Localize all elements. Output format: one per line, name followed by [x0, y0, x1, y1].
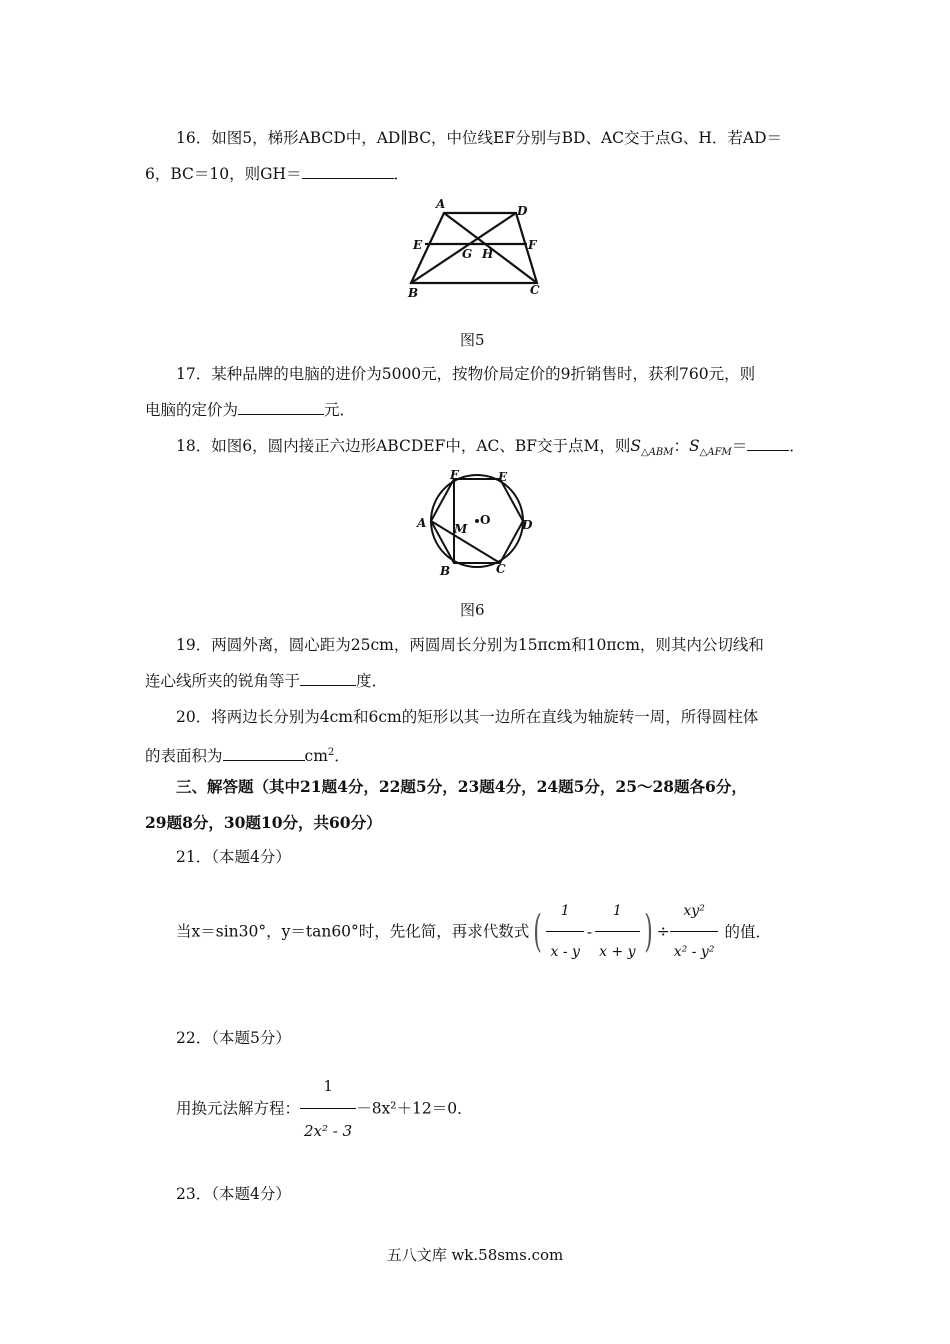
q18-s2: S — [689, 437, 700, 455]
q17-line2 — [145, 399, 355, 421]
fig6-label-c: C — [496, 562, 506, 576]
q22-pre: 用换元法解方程： — [176, 1099, 301, 1118]
q19-line2-post: 度． — [356, 672, 388, 690]
q18-eq: ＝ — [731, 437, 748, 455]
figure-6-hexagon — [410, 465, 540, 580]
q20-line2 — [145, 742, 350, 767]
q18-colon: ： — [673, 437, 690, 455]
q17-line2-post: 元． — [324, 401, 356, 419]
q16-line2-post: ． — [393, 165, 410, 183]
q22-f-num: 1 — [300, 1066, 356, 1109]
q20-line1: 20．将两边长分别为4cm和6cm的矩形以其一边所在直线为轴旋转一周，所得圆柱体 — [176, 708, 759, 726]
q21-body — [176, 893, 771, 970]
q21-f3-num: xy² — [670, 893, 719, 932]
q21-post: 的值． — [724, 922, 771, 941]
fig6-label-f: F — [450, 468, 459, 482]
q18-pre: 18．如图6，圆内接正六边形ABCDEF中，AC、BF交于点M，则 — [176, 437, 631, 455]
q22-body — [176, 1066, 473, 1151]
q21-fraction-2 — [595, 893, 639, 970]
q22-head: 22．（本题5分） — [176, 1029, 291, 1047]
fig5-label-d: D — [517, 204, 528, 218]
section3-heading-line1: 三、解答题（其中21题4分，22题5分，23题4分，24题5分，25～28题各6分， — [176, 777, 747, 796]
q18-line — [176, 435, 805, 464]
q20-line2-post: ． — [334, 747, 350, 766]
q22-f-den: 2x² - 3 — [304, 1122, 353, 1140]
q21-right-paren: ) — [643, 905, 653, 957]
q18-s1: S — [630, 437, 642, 455]
fig6-label-a: A — [417, 516, 427, 530]
q21-f3-den: x² - y² — [673, 944, 715, 960]
q21-head: 21．（本题4分） — [176, 848, 291, 866]
fig5-label-e: E — [413, 238, 423, 252]
q23-head: 23．（本题4分） — [176, 1185, 291, 1203]
q16-answer-blank — [302, 163, 394, 179]
figure-5-caption: 图5 — [460, 331, 485, 349]
q18-answer-blank — [747, 435, 789, 451]
q16-line1: 16．如图5，梯形ABCD中，AD∥BC，中位线EF分别与BD、AC交于点G、H．若AD＝ — [176, 129, 783, 147]
q19-line2-pre: 连心线所夹的锐角等于 — [145, 672, 301, 690]
q19-answer-blank — [300, 670, 356, 686]
q20-line2-pre: 的表面积为 — [145, 747, 223, 766]
q17-line2-pre: 电脑的定价为 — [145, 401, 239, 419]
q21-left-paren: ( — [533, 905, 543, 957]
fig5-label-h: H — [482, 247, 494, 261]
q21-fraction-3 — [670, 893, 719, 970]
q22-post: －8x²＋12＝0． — [356, 1099, 473, 1118]
q16-line2-pre: 6，BC＝10，则GH＝ — [145, 165, 302, 183]
fig5-label-f: F — [528, 238, 537, 252]
fig6-label-m: M — [454, 522, 468, 536]
fig6-label-b: B — [440, 564, 451, 578]
q17-line1: 17．某种品牌的电脑的进价为5000元，按物价局定价的9折销售时，获利760元，则 — [176, 365, 756, 383]
footer-watermark: 五八文库 wk.58sms.com — [386, 1246, 564, 1264]
fig6-label-e: E — [498, 470, 508, 484]
q21-div: ÷ — [656, 922, 670, 941]
q19-line1: 19．两圆外离，圆心距为25cm，两圆周长分别为15πcm和10πcm，则其内公切线和 — [176, 636, 764, 654]
q20-answer-blank — [223, 745, 305, 761]
fig5-label-a: A — [436, 197, 446, 211]
q19-line2 — [145, 670, 387, 692]
fig5-label-b: B — [408, 286, 419, 300]
figure-6-caption: 图6 — [460, 601, 485, 619]
q18-post: ． — [789, 437, 805, 455]
fig5-label-c: C — [530, 283, 540, 297]
q21-f1-num: 1 — [546, 893, 583, 932]
section3-heading-line2: 29题8分，30题10分，共60分） — [145, 813, 382, 832]
fig6-label-o: O — [480, 513, 491, 527]
q16-line2 — [145, 163, 409, 185]
q21-minus: - — [586, 922, 593, 941]
q18-s2-sub: △AFM — [699, 447, 732, 459]
q21-pre: 当x＝sin30°，y＝tan60°时，先化简，再求代数式 — [176, 922, 530, 941]
q17-answer-blank — [238, 399, 324, 415]
fig6-label-d: D — [522, 518, 533, 532]
fig5-label-g: G — [462, 247, 473, 261]
q22-fraction — [300, 1066, 356, 1151]
q18-s1-sub: △ABM — [641, 447, 674, 459]
q21-fraction-1 — [546, 893, 583, 970]
q21-f2-den: x + y — [599, 944, 636, 960]
figure-5-trapezoid — [380, 195, 580, 305]
q20-unit-sup: 2 — [327, 747, 335, 758]
q21-f2-num: 1 — [595, 893, 639, 932]
q20-unit: cm — [304, 747, 328, 766]
q21-f1-den: x - y — [550, 944, 580, 960]
